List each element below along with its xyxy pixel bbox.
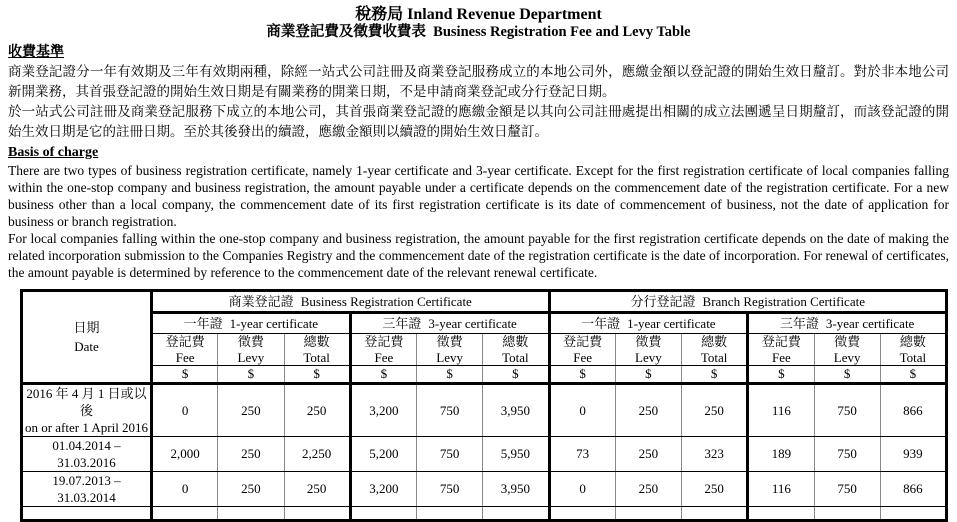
- subcolumn-header-row: [22, 334, 947, 366]
- currency-cell: $: [417, 366, 483, 384]
- basis-of-charge-heading-zh: 收費基準: [8, 45, 64, 60]
- currency-row: [22, 366, 947, 384]
- currency-cell: $: [483, 366, 549, 384]
- currency-cell: $: [748, 366, 814, 384]
- page-subtitle-en: Business Registration Fee and Levy Table: [433, 24, 691, 40]
- section-header-business-registration: [152, 291, 550, 313]
- levy-value: 750: [417, 472, 483, 507]
- currency-cell: $: [814, 366, 880, 384]
- subcol-total: 總數 Total: [483, 334, 549, 366]
- total-value: [483, 507, 549, 521]
- currency-cell: $: [350, 366, 416, 384]
- fee-value: 0: [549, 384, 615, 437]
- total-value: [880, 507, 946, 521]
- fee-value: [748, 507, 814, 521]
- subcol-levy: 徵費 Levy: [814, 334, 880, 366]
- basis-paragraph-zh-1: 商業登記證分一年有效期及三年有效期兩種，除經一站式公司註冊及商業登記服務成立的本地公司外，應繳金額以登記證的開始生效日釐訂。對於非本地公司新開業務，其首張登記證的開始生效日期是有關業務的開業日期，不是申請商業登記或分行登記日期。: [8, 64, 949, 99]
- date-cell: [22, 507, 152, 521]
- page-title: [8, 5, 949, 24]
- levy-value: 250: [218, 384, 284, 437]
- basis-of-charge-heading-en: Basis of charge: [8, 145, 99, 160]
- table-row: [22, 437, 947, 472]
- cert-type-brc-1year: 一年證 1-year certificate: [152, 313, 351, 334]
- total-value: 5,950: [483, 437, 549, 472]
- total-value: 250: [284, 384, 350, 437]
- page-subtitle: [8, 24, 949, 41]
- currency-cell: $: [880, 366, 946, 384]
- total-value: 250: [284, 472, 350, 507]
- fee-value: 2,000: [152, 437, 218, 472]
- levy-value: 750: [417, 437, 483, 472]
- total-value: 3,950: [483, 472, 549, 507]
- basis-paragraph-en-2: For local companies falling within the one-stop company and business registration, the amount payable for the first registration certificate depends on the date of making the related incorporation submission to the Companies Registry and the commencement date of the registration certificate is the date of incorporation. For renewal of certificates, the amount payable is determined by reference to the commencement date of the relevant renewal certificate.: [8, 231, 949, 280]
- section-brc-zh: 商業登記證: [228, 293, 294, 309]
- date-column-header-en: Date: [74, 339, 99, 354]
- subcol-fee: 登記費 Fee: [549, 334, 615, 366]
- fee-value: [152, 507, 218, 521]
- page-subtitle-zh: 商業登記費及徵費收費表: [266, 24, 426, 40]
- levy-value: 250: [615, 437, 681, 472]
- fee-value: 3,200: [350, 384, 416, 437]
- page-title-zh: 稅務局: [355, 6, 404, 23]
- fee-value: 116: [748, 384, 814, 437]
- subcol-fee: 登記費 Fee: [748, 334, 814, 366]
- basis-paragraph-zh-2: 於一站式公司註冊及商業登記服務下成立的本地公司，其首張商業登記證的應繳金額是以其向公司註冊處提出相關的成立法團遞呈日期釐訂，而該登記證的開始生效日期是它的註冊日期。至於其後發出的續證，應繳金額則以續證的開始生效日釐訂。: [8, 104, 949, 139]
- cert-type-brc-3year: 三年證 3-year certificate: [350, 313, 549, 334]
- levy-value: 250: [615, 472, 681, 507]
- levy-value: 250: [615, 384, 681, 437]
- levy-value: 750: [814, 472, 880, 507]
- fee-value: 0: [549, 472, 615, 507]
- levy-value: 750: [814, 437, 880, 472]
- date-column-header: [22, 291, 152, 384]
- certificate-type-row: [22, 313, 947, 334]
- fee-value: 3,200: [350, 472, 416, 507]
- table-row: [22, 472, 947, 507]
- cert-type-branch-3year: 三年證 3-year certificate: [748, 313, 947, 334]
- levy-value: [218, 507, 284, 521]
- total-value: 250: [682, 384, 748, 437]
- fee-value: [549, 507, 615, 521]
- subcol-total: 總數 Total: [880, 334, 946, 366]
- levy-value: 750: [814, 384, 880, 437]
- date-column-header-zh: 日期: [73, 320, 100, 335]
- subcol-fee: 登記費 Fee: [152, 334, 218, 366]
- currency-cell: $: [152, 366, 218, 384]
- total-value: 939: [880, 437, 946, 472]
- subcol-levy: 徵費 Levy: [218, 334, 284, 366]
- fee-value: 5,200: [350, 437, 416, 472]
- total-value: 2,250: [284, 437, 350, 472]
- levy-value: [814, 507, 880, 521]
- total-value: 866: [880, 384, 946, 437]
- subcol-total: 總數 Total: [682, 334, 748, 366]
- table-row-cutoff: [22, 507, 947, 521]
- total-value: 3,950: [483, 384, 549, 437]
- currency-cell: $: [549, 366, 615, 384]
- section-branch-zh: 分行登記證: [630, 293, 696, 309]
- fee-value: 116: [748, 472, 814, 507]
- total-value: 323: [682, 437, 748, 472]
- fee-value: 73: [549, 437, 615, 472]
- cert-type-branch-1year: 一年證 1-year certificate: [549, 313, 748, 334]
- fee-value: 0: [152, 472, 218, 507]
- basis-paragraph-en-1: There are two types of business registration certificate, namely 1-year certificate and 3-year certificate. Except for the first registration certificate of local companies falling within the one-stop company and business registration, the amount payable under a certificate depends on the commencement date of the registration certificate. For a new business other than a local company, the commencement date of its first registration certificate is its date of commencement of business, not the date of application for business or branch registration.: [8, 163, 949, 229]
- fee-value: 189: [748, 437, 814, 472]
- fee-and-levy-table: [20, 289, 948, 522]
- levy-value: [417, 507, 483, 521]
- currency-cell: $: [682, 366, 748, 384]
- levy-value: 250: [218, 472, 284, 507]
- page-title-en: Inland Revenue Department: [407, 6, 602, 23]
- currency-cell: $: [284, 366, 350, 384]
- total-value: 866: [880, 472, 946, 507]
- levy-value: 250: [218, 437, 284, 472]
- total-value: [284, 507, 350, 521]
- section-brc-en: Business Registration Certificate: [300, 293, 472, 309]
- section-branch-en: Branch Registration Certificate: [702, 293, 865, 309]
- total-value: 250: [682, 472, 748, 507]
- section-header-branch-registration: [549, 291, 947, 313]
- total-value: [682, 507, 748, 521]
- date-cell: 01.04.2014 – 31.03.2016: [22, 437, 152, 472]
- fee-value: 0: [152, 384, 218, 437]
- fee-value: [350, 507, 416, 521]
- levy-value: [615, 507, 681, 521]
- date-cell: 2016 年 4 月 1 日或以後 on or after 1 April 2016: [22, 384, 152, 437]
- levy-value: 750: [417, 384, 483, 437]
- currency-cell: $: [615, 366, 681, 384]
- date-cell: 19.07.2013 – 31.03.2014: [22, 472, 152, 507]
- subcol-levy: 徵費 Levy: [615, 334, 681, 366]
- subcol-total: 總數 Total: [284, 334, 350, 366]
- table-row: [22, 384, 947, 437]
- subcol-fee: 登記費 Fee: [350, 334, 416, 366]
- currency-cell: $: [218, 366, 284, 384]
- subcol-levy: 徵費 Levy: [417, 334, 483, 366]
- section-header-row: [22, 291, 947, 313]
